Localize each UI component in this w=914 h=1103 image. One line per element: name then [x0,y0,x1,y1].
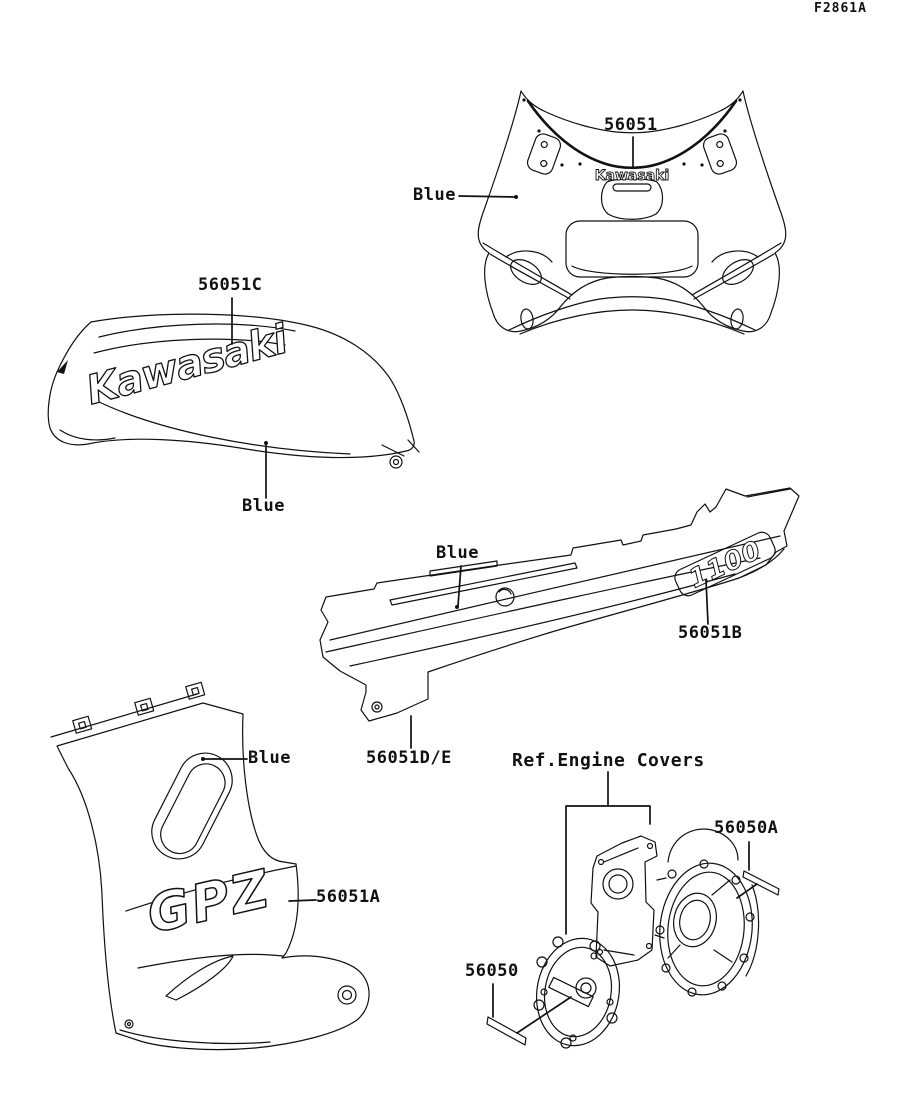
callout-engine-covers-note: Ref.Engine Covers [512,750,705,771]
leader-lines [201,137,779,1045]
cowl-kawasaki-decal: Kawasaki [594,168,670,184]
displacement-decal: 1100 [684,535,767,595]
diagram-code: F2861A [814,1,867,16]
callout-fuel-tank-part: 56051C [198,275,263,295]
callout-generator-cover-part: 56050 [465,961,519,981]
callout-clutch-cover-part: 56050A [714,818,779,838]
tail-cover-part [320,488,799,721]
gpz-model-decal: GPZ [141,859,277,946]
lower-fairing-part [51,682,369,1049]
tank-kawasaki-decal: Kawasaki [81,316,292,415]
callout-tail-cover-color: Blue [436,543,479,563]
callout-tail-cover-part: 56051B [678,623,743,643]
callout-lower-fairing-color: Blue [248,748,291,768]
callout-lower-fairing-part: 56051A [316,887,381,907]
callout-fuel-tank-color: Blue [242,496,285,516]
fuel-tank-part [48,314,419,468]
callout-front-cowl-color: Blue [413,185,456,205]
callout-tail-cover-lower-part: 56051D/E [366,748,452,768]
callout-front-cowl-part: 56051 [604,115,658,135]
engine-covers-ref [528,829,758,1052]
